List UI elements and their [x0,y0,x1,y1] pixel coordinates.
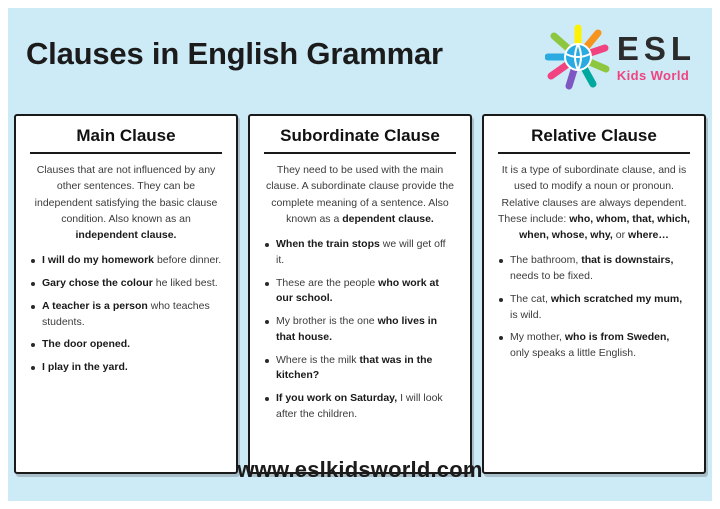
example-list [30,253,222,376]
emphasis-text: The door opened. [42,338,131,351]
list-item [30,360,222,376]
card-definition [498,162,690,243]
plain-text: I will look after the children. [276,392,443,420]
list-item [498,253,690,285]
emphasis-text: independent clause. [75,229,177,242]
emphasis-text: I play in the yard. [42,361,128,374]
list-item [498,292,690,324]
example-list [264,237,456,423]
card-title: Relative Clause [498,126,690,154]
list-item [30,253,222,269]
page-title: Clauses in English Grammar [26,36,443,71]
emphasis-text: that is downstairs, [581,254,674,267]
list-item [30,299,222,331]
emphasis-text: Gary chose the colour [42,277,153,290]
logo-burst-icon [545,24,611,90]
poster-footer [0,439,720,501]
plain-text: It is a type of subordinate clause, and is used to modify a noun or pronoun. Relative clauses are always dependent. These include: [498,164,687,225]
plain-text: before dinner. [154,254,222,267]
clause-card [248,114,472,474]
poster-header [0,8,720,100]
card-title: Subordinate Clause [264,126,456,154]
plain-text: My mother, [510,331,565,344]
list-item [264,353,456,385]
emphasis-text: who is from Sweden, [564,331,670,344]
emphasis-text: dependent clause. [342,212,434,225]
plain-text: who teaches students. [42,299,210,328]
plain-text: The bathroom, [510,254,582,267]
emphasis-text: When the train stops [276,238,380,251]
logo-kids-world-text: Kids World [616,67,690,83]
list-item [264,391,456,423]
emphasis-text: If you work on Saturday, [276,392,398,405]
emphasis-text: who work at our school. [276,276,439,305]
website-url: www.eslkidsworld.com [237,457,483,482]
card-definition [30,162,222,243]
list-item [30,276,222,292]
plain-text: The cat, [510,292,551,305]
plain-text: he liked best. [152,277,218,290]
plain-text: Clauses that are not influenced by any other sentences. They can be independent satisfying the basic clause condition. Also known as an [34,164,218,225]
list-item [264,314,456,346]
plain-text: Where is the milk [276,353,360,366]
list-item [264,237,456,269]
clause-cards-row [14,114,706,474]
example-list [498,253,690,362]
plain-text: My brother is the one [276,315,378,328]
plain-text: is wild. [510,308,542,321]
list-item [498,330,690,362]
plain-text: These are the people [276,276,379,289]
emphasis-text: where… [628,229,669,242]
frame-top-border [0,0,720,8]
emphasis-text: that was in the kitchen? [276,353,433,382]
logo-esl-text: ESL [616,29,696,67]
card-title: Main Clause [30,126,222,154]
plain-text: we will get off it. [276,238,446,266]
emphasis-text: who, whom, that, which, when, whose, why, [519,212,690,242]
plain-text: needs to be fixed. [510,270,593,283]
emphasis-text: I will do my homework [42,254,155,267]
clause-card [14,114,238,474]
logo-wordmark [616,29,696,83]
list-item [264,276,456,308]
emphasis-text: A teacher is a person [42,299,148,312]
card-definition [264,162,456,227]
emphasis-text: which scratched my mum, [550,292,683,305]
list-item [30,337,222,353]
frame-bottom-border [0,501,720,509]
clause-card [482,114,706,474]
emphasis-text: who lives in that house. [276,315,438,343]
plain-text: only speaks a little English. [510,347,637,360]
plain-text: or [612,229,629,242]
esl-kids-world-logo [545,20,696,94]
plain-text: They need to be used with the main clause. A subordinate clause provide the complete meaning of a sentence. Also known as a [266,164,454,225]
